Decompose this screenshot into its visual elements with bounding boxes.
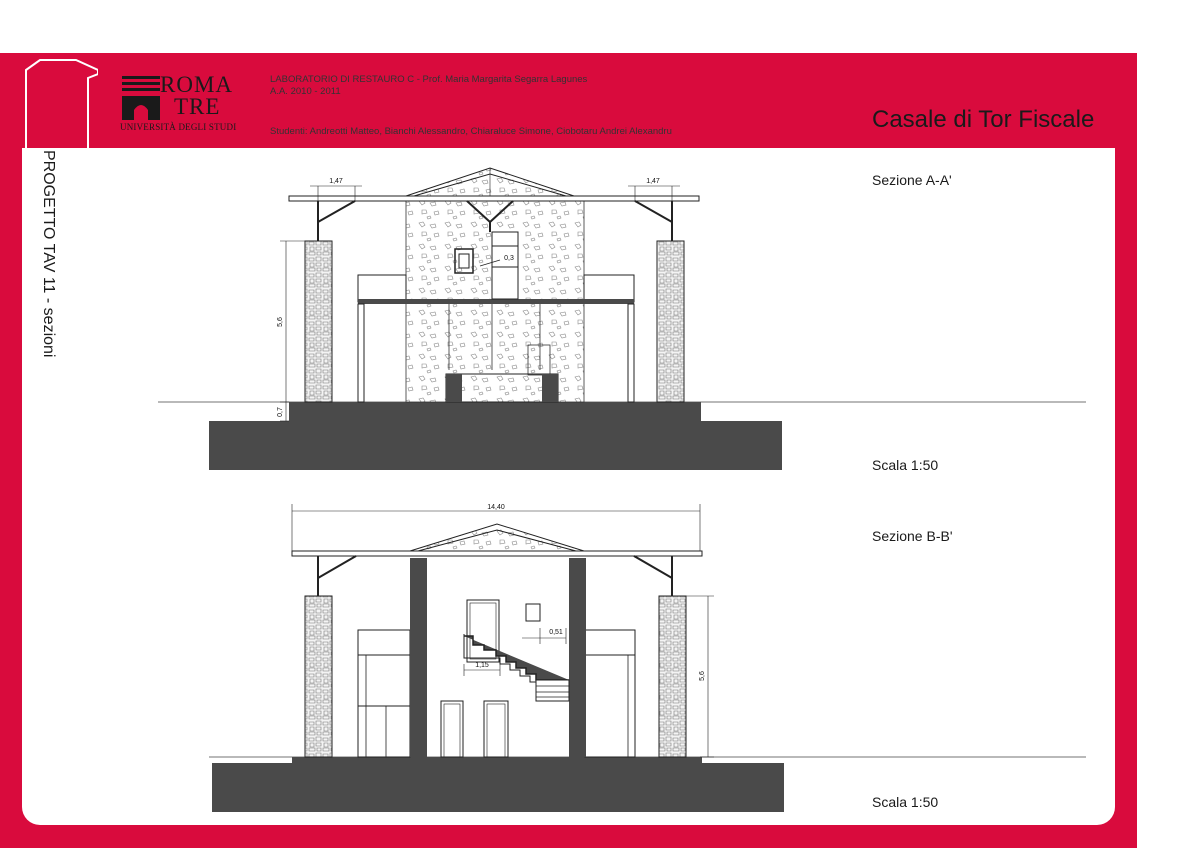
section-a-drawing [158, 168, 1086, 470]
section-b-scale: Scala 1:50 [872, 794, 939, 810]
dim-b-step: 0,51 [549, 629, 563, 636]
section-a-title: Sezione A-A' [872, 172, 952, 188]
dim-b-height: 5,6 [699, 671, 706, 681]
dim-a-base: 0,7 [277, 407, 284, 417]
logo-roma: ROMA [160, 72, 234, 97]
section-b-title: Sezione B-B' [872, 528, 953, 544]
dim-b-landing: 1,15 [475, 662, 489, 669]
course-text: LABORATORIO DI RESTAURO C - Prof. Maria Margarita Segarra Lagunes [270, 74, 588, 85]
dim-b-total-width: 14,40 [487, 504, 505, 511]
students-text: Studenti: Andreotti Matteo, Bianchi Alessandro, Chiaraluce Simone, Ciobotaru Andrei Alexandru [270, 126, 672, 137]
section-a-scale: Scala 1:50 [872, 457, 939, 473]
dim-a-right-overhang: 1,47 [646, 178, 660, 185]
side-tab-label: PROGETTO TAV 11 - sezioni [40, 150, 57, 358]
section-b-drawing [209, 504, 1086, 812]
logo-subtitle: UNIVERSITÀ DEGLI STUDI [120, 122, 237, 132]
page-title: Casale di Tor Fiscale [872, 106, 1095, 133]
dim-a-height: 5,6 [277, 317, 284, 327]
logo-tre: TRE [174, 94, 221, 119]
academic-year-text: A.A. 2010 - 2011 [270, 86, 341, 97]
dim-a-window: 0,3 [504, 255, 514, 262]
dim-a-left-overhang: 1,47 [329, 178, 343, 185]
